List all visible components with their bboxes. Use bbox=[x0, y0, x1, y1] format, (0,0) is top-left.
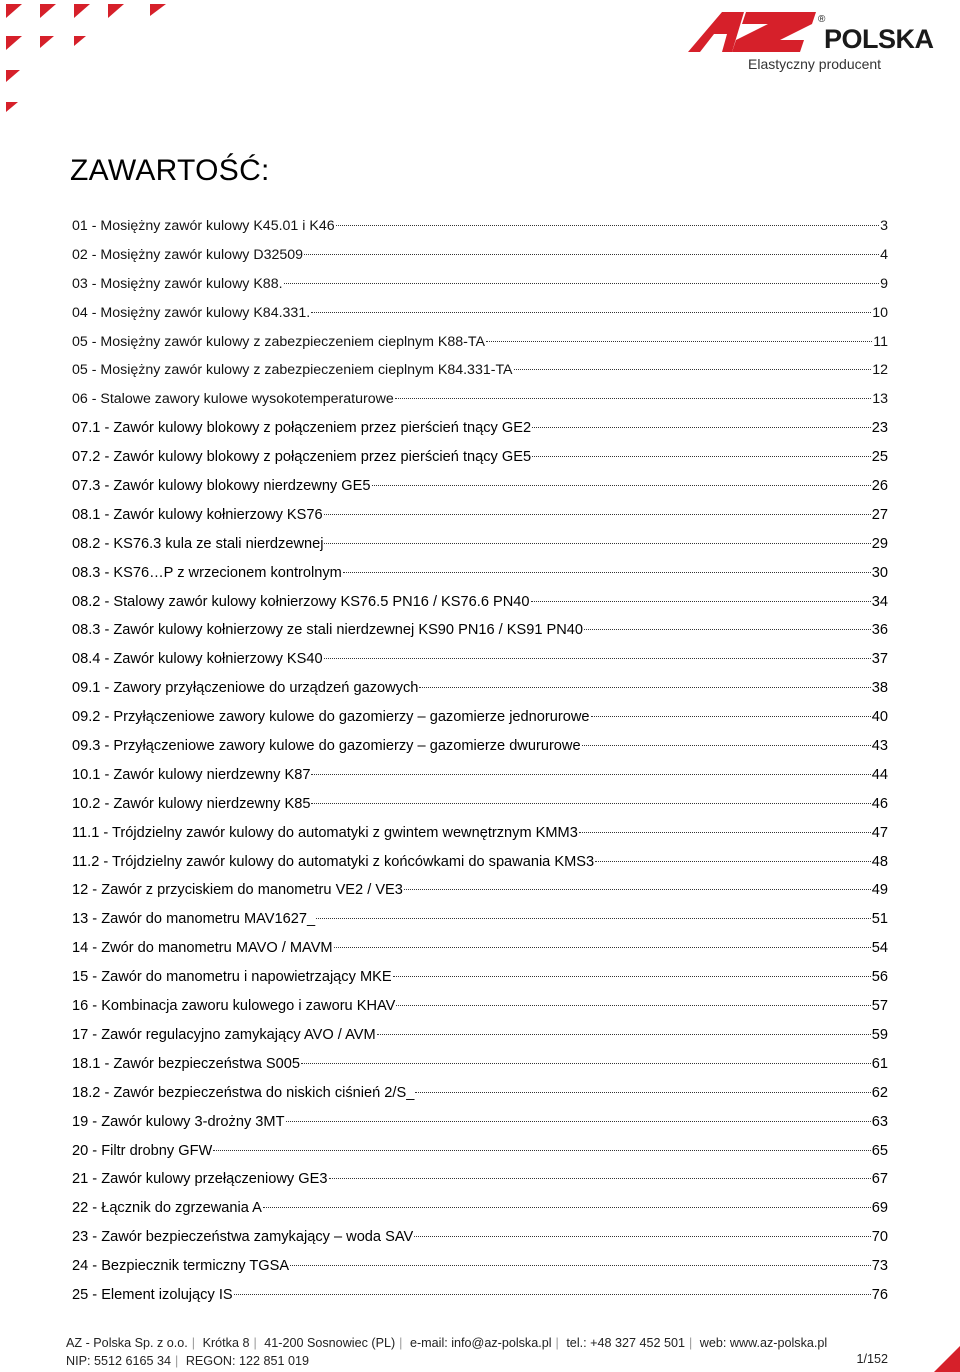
toc-entry[interactable] bbox=[72, 443, 888, 472]
dot-leader bbox=[377, 1034, 871, 1035]
toc-entry[interactable] bbox=[72, 905, 888, 934]
dot-leader bbox=[532, 456, 871, 457]
toc-entry-label: 19 - Zawór kulowy 3-drożny 3MT bbox=[72, 1113, 285, 1130]
dot-leader bbox=[301, 1063, 871, 1064]
dot-leader bbox=[334, 947, 871, 948]
dot-leader bbox=[415, 1092, 870, 1093]
toc-entry[interactable] bbox=[72, 530, 888, 559]
toc-entry[interactable] bbox=[72, 616, 888, 645]
toc-entry-page: 47 bbox=[871, 824, 888, 841]
toc-entry-label: 15 - Zawór do manometru i napowietrzający MKE bbox=[72, 969, 392, 986]
toc-entry-label: 11.2 - Trójdzielny zawór kulowy do automatyki z końcówkami do spawania KMS3 bbox=[72, 853, 595, 870]
dot-leader bbox=[311, 803, 870, 804]
toc-entry-label: 13 - Zawór do manometru MAV1627_ bbox=[72, 911, 316, 928]
toc-entry-label: 18.2 - Zawór bezpieczeństwa do niskich ciśnień 2/S_ bbox=[72, 1084, 415, 1101]
toc-entry[interactable] bbox=[72, 819, 888, 848]
toc-entry-page: 46 bbox=[871, 795, 888, 812]
dot-leader bbox=[404, 889, 871, 890]
toc-entry-page: 67 bbox=[871, 1171, 888, 1188]
toc-entry[interactable] bbox=[72, 963, 888, 992]
toc-entry-page: 63 bbox=[871, 1113, 888, 1130]
toc-entry-page: 25 bbox=[871, 449, 888, 466]
dot-leader bbox=[372, 485, 871, 486]
dot-leader bbox=[290, 1265, 871, 1266]
toc-entry-label: 18.1 - Zawór bezpieczeństwa S005 bbox=[72, 1055, 300, 1072]
dot-leader bbox=[324, 658, 871, 659]
toc-entry-label: 05 - Mosiężny zawór kulowy z zabezpieczeniem cieplnym K84.331-TA bbox=[72, 362, 513, 379]
toc-entry-page: 4 bbox=[880, 246, 888, 263]
svg-text:®: ® bbox=[818, 14, 826, 25]
toc-entry-page: 73 bbox=[871, 1258, 888, 1275]
footer-company: AZ - Polska Sp. z o.o. bbox=[66, 1336, 188, 1350]
dot-leader bbox=[531, 601, 871, 602]
toc-entry[interactable] bbox=[72, 1108, 888, 1137]
dot-leader bbox=[263, 1207, 871, 1208]
footer-email-link[interactable]: e-mail: info@az-polska.pl bbox=[409, 1336, 552, 1350]
dot-leader bbox=[591, 716, 871, 717]
toc-entry-page: 9 bbox=[880, 275, 888, 292]
toc-entry[interactable] bbox=[72, 1165, 888, 1194]
toc-entry[interactable] bbox=[72, 414, 888, 443]
toc-entry[interactable] bbox=[72, 270, 888, 299]
toc-entry[interactable] bbox=[72, 761, 888, 790]
toc-entry-page: 13 bbox=[872, 391, 888, 408]
toc-entry-label: 09.3 - Przyłączeniowe zawory kulowe do gazomierzy – gazomierze dwururowe bbox=[72, 738, 581, 755]
company-logo bbox=[688, 10, 934, 78]
toc-entry[interactable] bbox=[72, 241, 888, 270]
toc-entry-page: 62 bbox=[871, 1084, 888, 1101]
footer-city: 41-200 Sosnowiec (PL) bbox=[264, 1336, 396, 1350]
toc-entry-label: 07.1 - Zawór kulowy blokowy z połączeniem przez pierścień tnący GE2 bbox=[72, 420, 532, 437]
dot-leader bbox=[396, 1005, 870, 1006]
toc-entry-page: 56 bbox=[871, 969, 888, 986]
toc-entry[interactable] bbox=[72, 703, 888, 732]
toc-entry-label: 25 - Element izolujący IS bbox=[72, 1286, 233, 1303]
toc-entry-page: 48 bbox=[871, 853, 888, 870]
dot-leader bbox=[329, 1178, 871, 1179]
footer-phone: tel.: +48 327 452 501 bbox=[566, 1336, 686, 1350]
page-number: 1/152 bbox=[856, 1352, 888, 1366]
toc-entry[interactable] bbox=[72, 848, 888, 877]
toc-entry-page: 3 bbox=[880, 218, 888, 234]
toc-entry-page: 37 bbox=[871, 651, 888, 668]
brand-name: POLSKA bbox=[824, 24, 934, 54]
toc-entry-page: 59 bbox=[871, 1026, 888, 1043]
toc-entry[interactable] bbox=[72, 1079, 888, 1108]
toc-entry-label: 01 - Mosiężny zawór kulowy K45.01 i K46 bbox=[72, 218, 335, 234]
toc-entry-label: 09.1 - Zawory przyłączeniowe do urządzeń gazowych bbox=[72, 680, 419, 697]
toc-entry[interactable] bbox=[72, 1137, 888, 1166]
dot-leader bbox=[582, 745, 871, 746]
footer-contact-line: AZ - Polska Sp. z o.o. | Krótka 8 | 41-200 Sosnowiec (PL) | e-mail: info@az-polska.pl | tel.: +48 327 452 501 | web: www.az-polska.pl bbox=[66, 1336, 828, 1350]
toc-entry-label: 04 - Mosiężny zawór kulowy K84.331. bbox=[72, 304, 311, 321]
dot-leader bbox=[316, 918, 871, 919]
toc-entry-page: 61 bbox=[871, 1055, 888, 1072]
toc-entry-page: 44 bbox=[871, 766, 888, 783]
toc-entry[interactable] bbox=[72, 1021, 888, 1050]
toc-entry-page: 38 bbox=[871, 680, 888, 697]
dot-leader bbox=[213, 1150, 870, 1151]
toc-entry[interactable] bbox=[72, 472, 888, 501]
toc-entry-label: 22 - Łącznik do zgrzewania A bbox=[72, 1200, 262, 1217]
toc-entry-label: 08.1 - Zawór kulowy kołnierzowy KS76 bbox=[72, 506, 323, 523]
toc-entry[interactable] bbox=[72, 356, 888, 385]
toc-entry-page: 34 bbox=[871, 593, 888, 610]
toc-entry-label: 05 - Mosiężny zawór kulowy z zabezpieczeniem cieplnym K88-TA bbox=[72, 333, 485, 350]
toc-entry-label: 07.2 - Zawór kulowy blokowy z połączeniem przez pierścień tnący GE5 bbox=[72, 449, 532, 466]
footer-street: Krótka 8 bbox=[202, 1336, 250, 1350]
toc-entry[interactable] bbox=[72, 674, 888, 703]
dot-leader bbox=[284, 283, 880, 284]
toc-entry[interactable] bbox=[72, 732, 888, 761]
toc-entry-label: 09.2 - Przyłączeniowe zawory kulowe do gazomierzy – gazomierze jednorurowe bbox=[72, 709, 590, 726]
dot-leader bbox=[486, 341, 872, 342]
dot-leader bbox=[395, 398, 871, 399]
dot-leader bbox=[414, 1236, 871, 1237]
page-title: ZAWARTOŚĆ: bbox=[70, 154, 270, 187]
dot-leader bbox=[514, 369, 872, 370]
toc-entry-label: 06 - Stalowe zawory kulowe wysokotemperaturowe bbox=[72, 391, 394, 408]
toc-entry-label: 08.4 - Zawór kulowy kołnierzowy KS40 bbox=[72, 651, 323, 668]
dot-leader bbox=[311, 312, 871, 313]
dot-leader bbox=[311, 774, 870, 775]
toc-entry-label: 10.2 - Zawór kulowy nierdzewny K85 bbox=[72, 795, 311, 812]
toc-entry-page: 54 bbox=[871, 940, 888, 957]
toc-entry-page: 26 bbox=[871, 478, 888, 495]
toc-entry-label: 08.2 - Stalowy zawór kulowy kołnierzowy KS76.5 PN16 / KS76.6 PN40 bbox=[72, 593, 530, 610]
toc-entry[interactable] bbox=[72, 934, 888, 963]
toc-entry[interactable] bbox=[72, 876, 888, 905]
toc-entry[interactable] bbox=[72, 1194, 888, 1223]
toc-entry-page: 40 bbox=[871, 709, 888, 726]
toc-entry[interactable] bbox=[72, 328, 888, 357]
dot-leader bbox=[579, 832, 871, 833]
az-logo-mark-icon bbox=[688, 10, 838, 54]
toc-entry-label: 20 - Filtr drobny GFW bbox=[72, 1142, 213, 1159]
toc-entry-page: 49 bbox=[871, 882, 888, 899]
toc-entry-page: 51 bbox=[871, 911, 888, 928]
toc-entry[interactable] bbox=[72, 645, 888, 674]
toc-entry-label: 16 - Kombinacja zaworu kulowego i zaworu KHAV bbox=[72, 998, 396, 1015]
corner-triangle-icon bbox=[934, 1346, 960, 1372]
footer-registry-line: NIP: 5512 6165 34 | REGON: 122 851 019 bbox=[66, 1354, 310, 1368]
toc-entry[interactable] bbox=[72, 790, 888, 819]
toc-entry[interactable] bbox=[72, 1050, 888, 1079]
dot-leader bbox=[324, 543, 870, 544]
toc-entry-page: 70 bbox=[871, 1229, 888, 1246]
toc-entry-page: 65 bbox=[871, 1142, 888, 1159]
dot-leader bbox=[532, 427, 871, 428]
toc-entry[interactable] bbox=[72, 501, 888, 530]
dot-leader bbox=[343, 572, 871, 573]
toc-entry-label: 23 - Zawór bezpieczeństwa zamykający – woda SAV bbox=[72, 1229, 414, 1246]
toc-entry[interactable] bbox=[72, 588, 888, 617]
dot-leader bbox=[304, 254, 879, 255]
toc-entry[interactable] bbox=[72, 212, 888, 241]
toc-entry[interactable] bbox=[72, 1281, 888, 1310]
toc-entry-page: 27 bbox=[871, 506, 888, 523]
toc-entry-page: 23 bbox=[871, 420, 888, 437]
toc-entry-page: 11 bbox=[873, 333, 888, 350]
toc-entry-page: 30 bbox=[871, 564, 888, 581]
toc-entry[interactable] bbox=[72, 992, 888, 1021]
toc-entry-label: 08.2 - KS76.3 kula ze stali nierdzewnej bbox=[72, 535, 324, 552]
toc-entry-label: 14 - Zwór do manometru MAVO / MAVM bbox=[72, 940, 333, 957]
toc-entry-label: 03 - Mosiężny zawór kulowy K88. bbox=[72, 275, 283, 292]
dot-leader bbox=[324, 514, 871, 515]
toc-entry-label: 10.1 - Zawór kulowy nierdzewny K87 bbox=[72, 766, 311, 783]
toc-entry-page: 43 bbox=[871, 738, 888, 755]
footer-web-link[interactable]: web: www.az-polska.pl bbox=[699, 1336, 828, 1350]
toc-entry-label: 11.1 - Trójdzielny zawór kulowy do automatyki z gwintem wewnętrznym KMM3 bbox=[72, 824, 578, 841]
decorative-triangle-pattern bbox=[0, 0, 180, 120]
toc-entry-page: 29 bbox=[871, 535, 888, 552]
dot-leader bbox=[595, 861, 871, 862]
dot-leader bbox=[336, 225, 880, 226]
toc-entry-label: 21 - Zawór kulowy przełączeniowy GE3 bbox=[72, 1171, 328, 1188]
dot-leader bbox=[286, 1121, 871, 1122]
page-footer bbox=[66, 1334, 896, 1370]
footer-regon: REGON: 122 851 019 bbox=[185, 1354, 310, 1368]
toc-entry[interactable] bbox=[72, 385, 888, 414]
dot-leader bbox=[584, 629, 871, 630]
toc-entry[interactable] bbox=[72, 559, 888, 588]
toc-entry-page: 76 bbox=[871, 1286, 888, 1303]
toc-entry-label: 24 - Bezpiecznik termiczny TGSA bbox=[72, 1258, 290, 1275]
toc-entry[interactable] bbox=[72, 1223, 888, 1252]
toc-entry[interactable] bbox=[72, 299, 888, 328]
footer-nip: NIP: 5512 6165 34 bbox=[66, 1354, 172, 1368]
toc-entry-page: 57 bbox=[871, 998, 888, 1015]
toc-entry-label: 08.3 - Zawór kulowy kołnierzowy ze stali nierdzewnej KS90 PN16 / KS91 PN40 bbox=[72, 622, 584, 639]
toc-entry-page: 69 bbox=[871, 1200, 888, 1217]
toc-entry-label: 12 - Zawór z przyciskiem do manometru VE2 / VE3 bbox=[72, 882, 403, 899]
toc-entry[interactable] bbox=[72, 1252, 888, 1281]
toc-entry-page: 10 bbox=[872, 304, 888, 321]
toc-entry-page: 12 bbox=[872, 362, 888, 379]
toc-entry-page: 36 bbox=[871, 622, 888, 639]
toc-entry-label: 17 - Zawór regulacyjno zamykający AVO / AVM bbox=[72, 1026, 376, 1043]
table-of-contents bbox=[72, 212, 888, 1310]
dot-leader bbox=[419, 687, 870, 688]
dot-leader bbox=[234, 1294, 871, 1295]
brand-tagline: Elastyczny producent bbox=[748, 56, 882, 72]
toc-entry-label: 08.3 - KS76…P z wrzecionem kontrolnym bbox=[72, 564, 342, 581]
dot-leader bbox=[393, 976, 871, 977]
toc-entry-label: 02 - Mosiężny zawór kulowy D32509 bbox=[72, 246, 304, 263]
toc-entry-label: 07.3 - Zawór kulowy blokowy nierdzewny GE5 bbox=[72, 478, 371, 495]
